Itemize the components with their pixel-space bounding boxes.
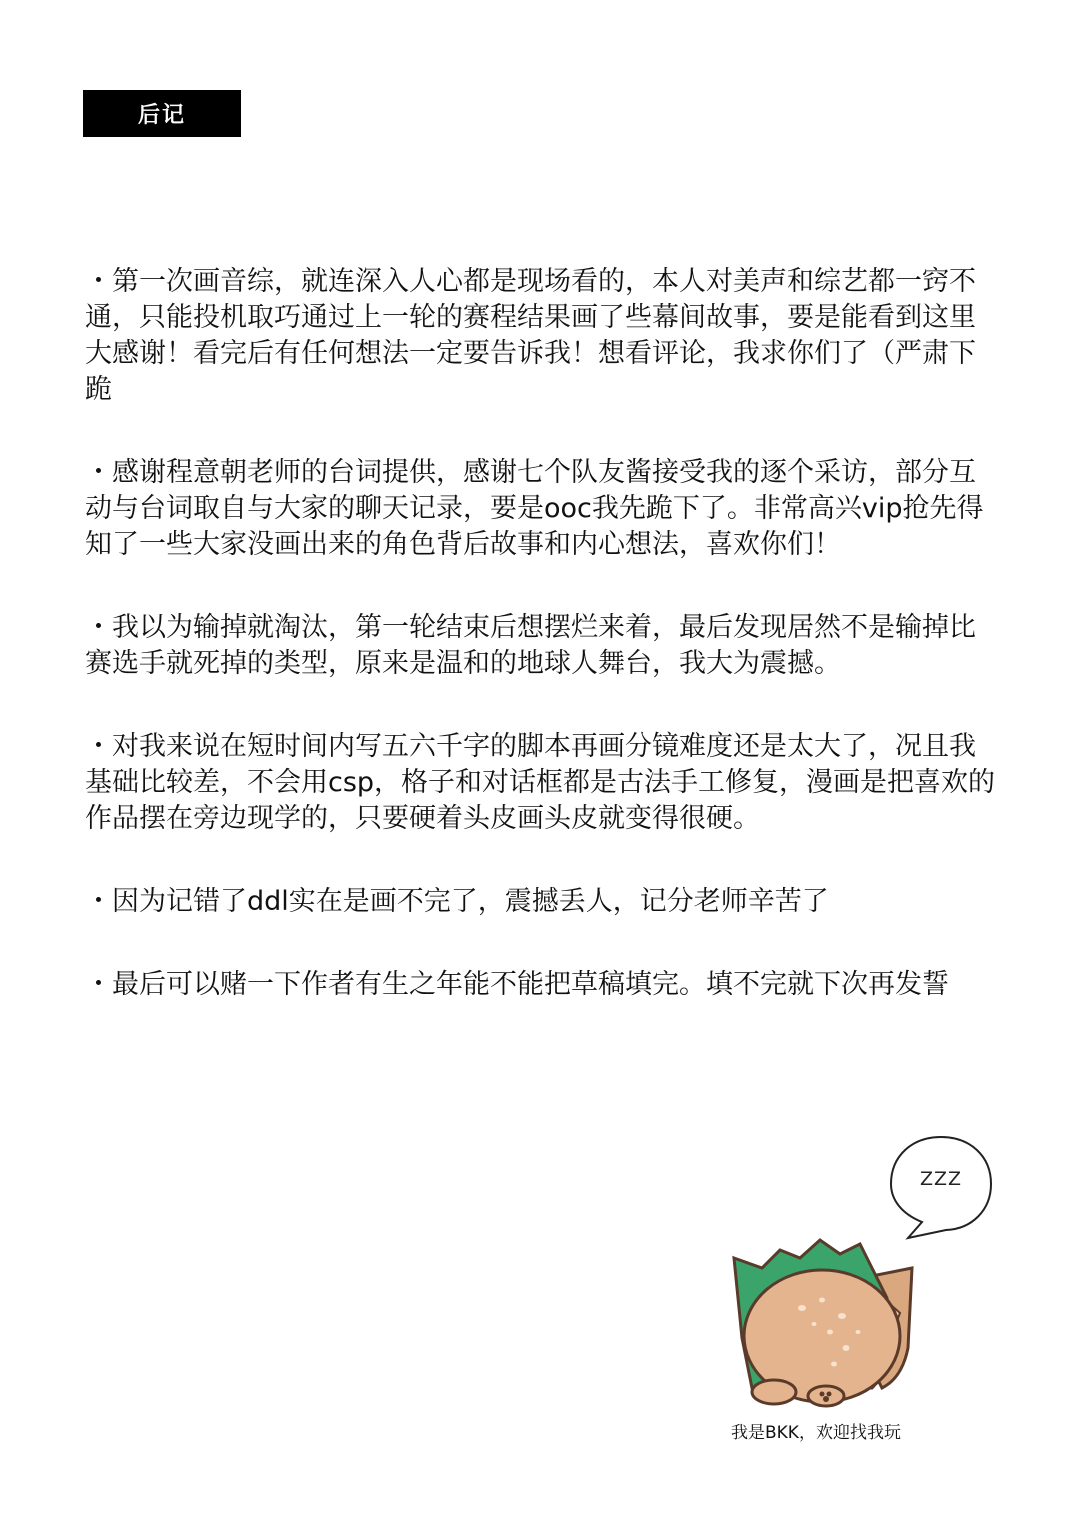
paragraph-3: ・我以为输掉就淘汰，第一轮结束后想摆烂来着，最后发现居然不是输掉比赛选手就死掉的类型，原来是温和的地球人舞台，我大为震撼。 <box>85 612 976 679</box>
bubble-text: ZZZ <box>919 1168 963 1190</box>
paragraph-4: ・对我来说在短时间内写五六千字的脚本再画分镜难度还是太大了，况且我基础比较差，不会用csp，格子和对话框都是古法手工修复，漫画是把喜欢的作品摆在旁边现学的，只要硬着头皮画头皮就变得很硬。 <box>85 731 996 834</box>
paragraph-2: ・感谢程意朝老师的台词提供，感谢七个队友酱接受我的逐个采访，部分互动与台词取自与大家的聊天记录，要是ooc我先跪下了。非常高兴vip抢先得知了一些大家没画出来的角色背后故事和内心想法，喜欢你们！ <box>85 457 984 560</box>
section-title: 后记 <box>83 90 241 137</box>
afterword-body <box>85 264 997 1050</box>
sandwich-mascot-illustration <box>722 1228 922 1408</box>
mascot-caption: 我是BKK，欢迎找我玩 <box>731 1423 901 1443</box>
paragraph-6: ・最后可以赌一下作者有生之年能不能把草稿填完。填不完就下次再发誓 <box>85 969 949 1000</box>
paragraph-5: ・因为记错了ddl实在是画不完了，震撼丢人，记分老师辛苦了 <box>85 886 829 917</box>
paragraph-1: ・第一次画音综，就连深入人心都是现场看的，本人对美声和综艺都一窍不通，只能投机取巧通过上一轮的赛程结果画了些幕间故事，要是能看到这里大感谢！看完后有任何想法一定要告诉我！想看评论，我求你们了（严肃下跪 <box>85 266 976 405</box>
